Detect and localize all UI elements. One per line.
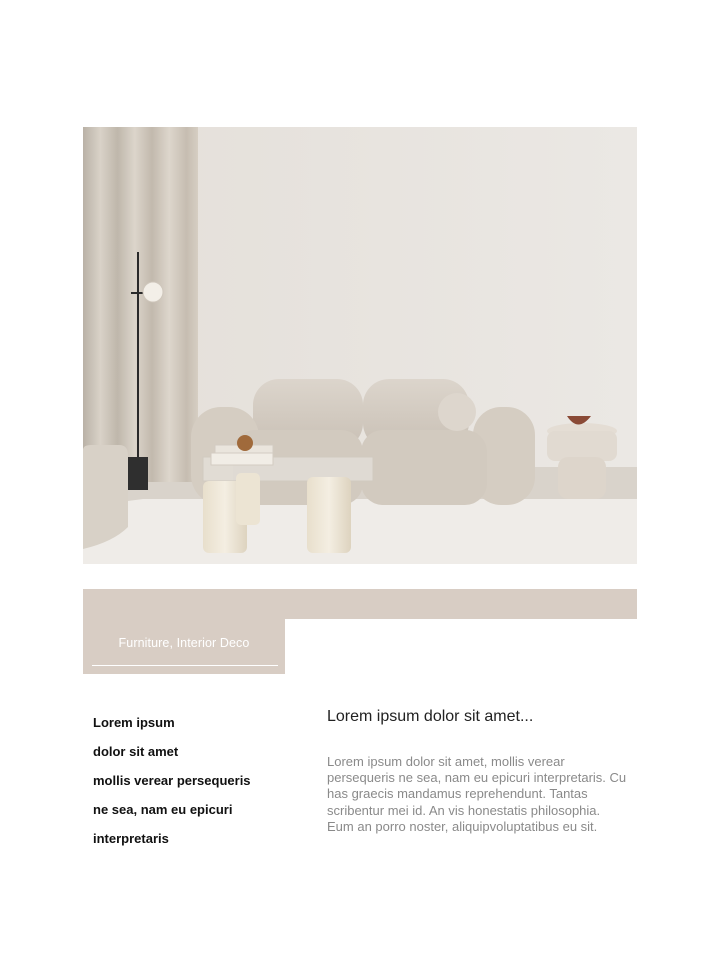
keyword-item: ne sea, nam eu epicuri	[93, 802, 233, 817]
article-body: Lorem ipsum dolor sit amet, mollis verear persequeris ne sea, nam eu epicuri interpretaris. Cu has graecis mandamus reprehendunt. Tantas scribentur mei id. An vis honestatis philosophia. Eum an porro noster, aliquipvoluptatibus eu sit.	[327, 754, 627, 834]
hero-photo	[83, 127, 637, 564]
keyword-item: mollis verear persequeris	[93, 773, 251, 788]
keyword-list	[93, 714, 293, 859]
curtain	[83, 127, 198, 482]
rug	[83, 499, 637, 564]
category-label: Furniture, Interior Deco	[118, 636, 250, 650]
accent-band	[83, 589, 637, 619]
keyword-item: interpretaris	[93, 831, 169, 846]
keyword-item: dolor sit amet	[93, 744, 179, 759]
category-divider	[92, 665, 278, 666]
article-headline: Lorem ipsum dolor sit amet...	[327, 708, 534, 725]
keyword-item: Lorem ipsum	[93, 715, 175, 730]
